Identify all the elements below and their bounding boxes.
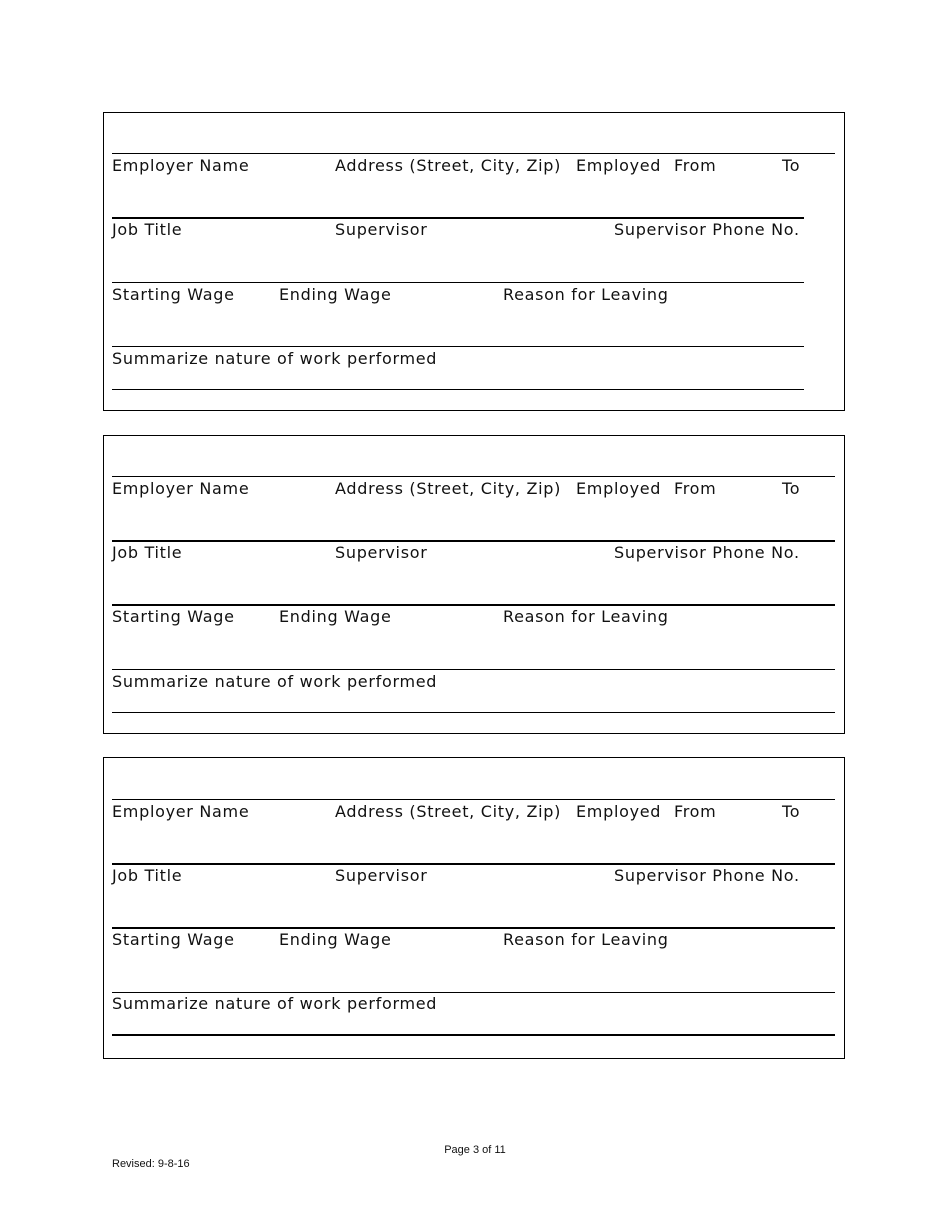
employed-label: Employed [576, 156, 662, 175]
job-title-label: Job Title [112, 220, 183, 239]
from-label: From [674, 479, 717, 498]
employed-label: Employed [576, 479, 662, 498]
employer-line[interactable] [112, 476, 835, 477]
summary-answer-line[interactable] [112, 712, 835, 713]
job-title-label: Job Title [112, 866, 183, 885]
to-label: To [782, 802, 801, 821]
to-label: To [782, 479, 801, 498]
ending-wage-label: Ending Wage [279, 930, 392, 949]
employer-line[interactable] [112, 799, 835, 800]
summarize-label: Summarize nature of work performed [112, 672, 438, 691]
to-label: To [782, 156, 801, 175]
employed-label: Employed [576, 802, 662, 821]
employer-name-label: Employer Name [112, 479, 250, 498]
employer-name-label: Employer Name [112, 802, 250, 821]
reason-for-leaving-label: Reason for Leaving [503, 285, 669, 304]
ending-wage-label: Ending Wage [279, 607, 392, 626]
supervisor-phone-label: Supervisor Phone No. [614, 543, 800, 562]
employment-block-3 [103, 757, 845, 1059]
job-title-line[interactable] [112, 863, 835, 865]
page-number: Page 3 of 11 [444, 1144, 506, 1156]
supervisor-label: Supervisor [335, 866, 428, 885]
summary-line[interactable] [112, 992, 835, 993]
wage-line[interactable] [112, 282, 804, 283]
employer-line[interactable] [112, 153, 835, 154]
reason-for-leaving-label: Reason for Leaving [503, 607, 669, 626]
summary-line[interactable] [112, 346, 804, 347]
summary-answer-line[interactable] [112, 389, 804, 390]
employer-name-label: Employer Name [112, 156, 250, 175]
wage-line[interactable] [112, 604, 835, 606]
reason-for-leaving-label: Reason for Leaving [503, 930, 669, 949]
employment-block-1 [103, 112, 845, 411]
address-label: Address (Street, City, Zip) [335, 156, 562, 175]
job-title-line[interactable] [112, 217, 804, 219]
address-label: Address (Street, City, Zip) [335, 802, 562, 821]
job-title-line[interactable] [112, 540, 835, 542]
summarize-label: Summarize nature of work performed [112, 349, 438, 368]
supervisor-phone-label: Supervisor Phone No. [614, 220, 800, 239]
job-title-label: Job Title [112, 543, 183, 562]
supervisor-label: Supervisor [335, 220, 428, 239]
supervisor-phone-label: Supervisor Phone No. [614, 866, 800, 885]
wage-line[interactable] [112, 927, 835, 929]
summary-line[interactable] [112, 669, 835, 670]
supervisor-label: Supervisor [335, 543, 428, 562]
summary-answer-line[interactable] [112, 1034, 835, 1036]
ending-wage-label: Ending Wage [279, 285, 392, 304]
starting-wage-label: Starting Wage [112, 930, 235, 949]
from-label: From [674, 156, 717, 175]
starting-wage-label: Starting Wage [112, 607, 235, 626]
revised-date: Revised: 9-8-16 [112, 1158, 190, 1170]
starting-wage-label: Starting Wage [112, 285, 235, 304]
employment-block-2 [103, 435, 845, 734]
summarize-label: Summarize nature of work performed [112, 994, 438, 1013]
from-label: From [674, 802, 717, 821]
address-label: Address (Street, City, Zip) [335, 479, 562, 498]
